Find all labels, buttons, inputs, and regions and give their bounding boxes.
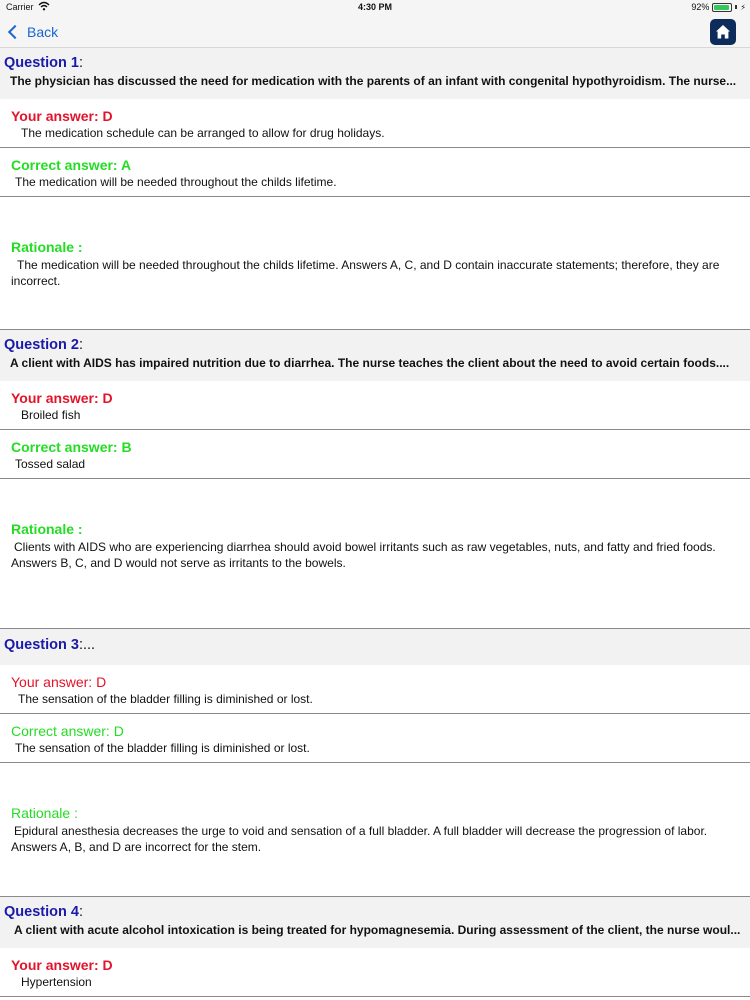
correct-answer-text: The sensation of the bladder filling is diminished or lost.	[15, 741, 310, 755]
home-button[interactable]	[710, 19, 736, 45]
back-button[interactable]	[6, 21, 58, 43]
correct-answer	[0, 714, 750, 763]
battery-tip	[735, 5, 737, 9]
correct-answer	[0, 148, 750, 197]
question-text: A client with acute alcohol intoxication is being treated for hypomagnesemia. During assessment of the client, the nurse woul...	[14, 923, 741, 937]
correct-answer-label: Correct answer: D	[11, 723, 124, 739]
question-number: Question 3	[4, 637, 79, 653]
question-title	[4, 337, 746, 353]
your-answer-text: The sensation of the bladder filling is diminished or lost.	[18, 692, 313, 706]
your-answer	[0, 99, 750, 148]
question-header	[0, 330, 750, 381]
back-label: Back	[27, 24, 59, 40]
your-answer	[0, 381, 750, 430]
status-bar	[0, 0, 750, 16]
your-answer-label: Your answer: D	[11, 957, 113, 973]
question-header	[0, 629, 750, 665]
your-answer	[0, 948, 750, 997]
rationale-text: The medication will be needed throughout the childs lifetime. Answers A, C, and D contain inaccurate statements; therefore, they are incorrect.	[11, 258, 720, 288]
question-text: The physician has discussed the need for medication with the parents of an infant with congenital hypothyroidism. The nurse...	[10, 74, 737, 88]
rationale	[0, 763, 750, 897]
question-number: Question 2	[4, 337, 79, 353]
question-header	[0, 897, 750, 948]
question-number: Question 1	[4, 55, 79, 71]
question-colon: :	[78, 904, 83, 920]
question-title	[4, 904, 746, 920]
question-header	[0, 48, 750, 99]
battery-percent: 92%	[691, 2, 710, 12]
charging-icon: ⚡	[740, 2, 746, 12]
your-answer-text: Hypertension	[21, 975, 92, 989]
your-answer-text: The medication schedule can be arranged to allow for drug holidays.	[21, 126, 385, 140]
carrier-label: Carrier	[6, 2, 34, 12]
your-answer-label: Your answer: D	[11, 390, 113, 406]
correct-answer-label: Correct answer: B	[11, 439, 132, 455]
your-answer-text: Broiled fish	[21, 408, 81, 422]
your-answer-label: Your answer: D	[11, 674, 107, 690]
question-colon: :...	[78, 637, 96, 653]
correct-answer-text: Tossed salad	[15, 457, 86, 471]
chevron-left-icon	[8, 25, 22, 39]
clock: 4:30 PM	[357, 2, 392, 12]
your-answer	[0, 665, 750, 714]
battery-indicator	[691, 2, 746, 12]
rationale	[0, 197, 750, 330]
correct-answer-label: Correct answer: A	[11, 157, 132, 173]
battery-icon	[712, 3, 732, 12]
battery-fill	[714, 5, 729, 10]
question-text: A client with AIDS has impaired nutrition due to diarrhea. The nurse teaches the client about the need to avoid certain foods....	[10, 356, 730, 370]
results-list	[0, 48, 750, 997]
correct-answer-text: The medication will be needed throughout the childs lifetime.	[15, 175, 337, 189]
navigation-bar	[0, 16, 750, 48]
question-title	[4, 55, 746, 71]
question-number: Question 4	[4, 904, 79, 920]
question-colon: :	[78, 337, 83, 353]
home-icon	[710, 19, 736, 45]
question-colon: :	[78, 55, 83, 71]
question-title	[4, 637, 746, 653]
your-answer-label: Your answer: D	[11, 108, 113, 124]
rationale-text: Epidural anesthesia decreases the urge to void and sensation of a full bladder. A full bladder will decrease the progression of labor. Answers A, B, and D are incorrect for the stem.	[11, 824, 708, 854]
rationale	[0, 479, 750, 629]
rationale-label: Rationale :	[11, 239, 83, 255]
rationale-label: Rationale :	[11, 805, 78, 821]
rationale-label: Rationale :	[11, 521, 83, 537]
rationale-text: Clients with AIDS who are experiencing diarrhea should avoid bowel irritants such as raw vegetables, nuts, and fatty and fried foods. Answers B, C, and D would not serve as irritants to the bowels.	[11, 540, 716, 570]
correct-answer	[0, 430, 750, 479]
